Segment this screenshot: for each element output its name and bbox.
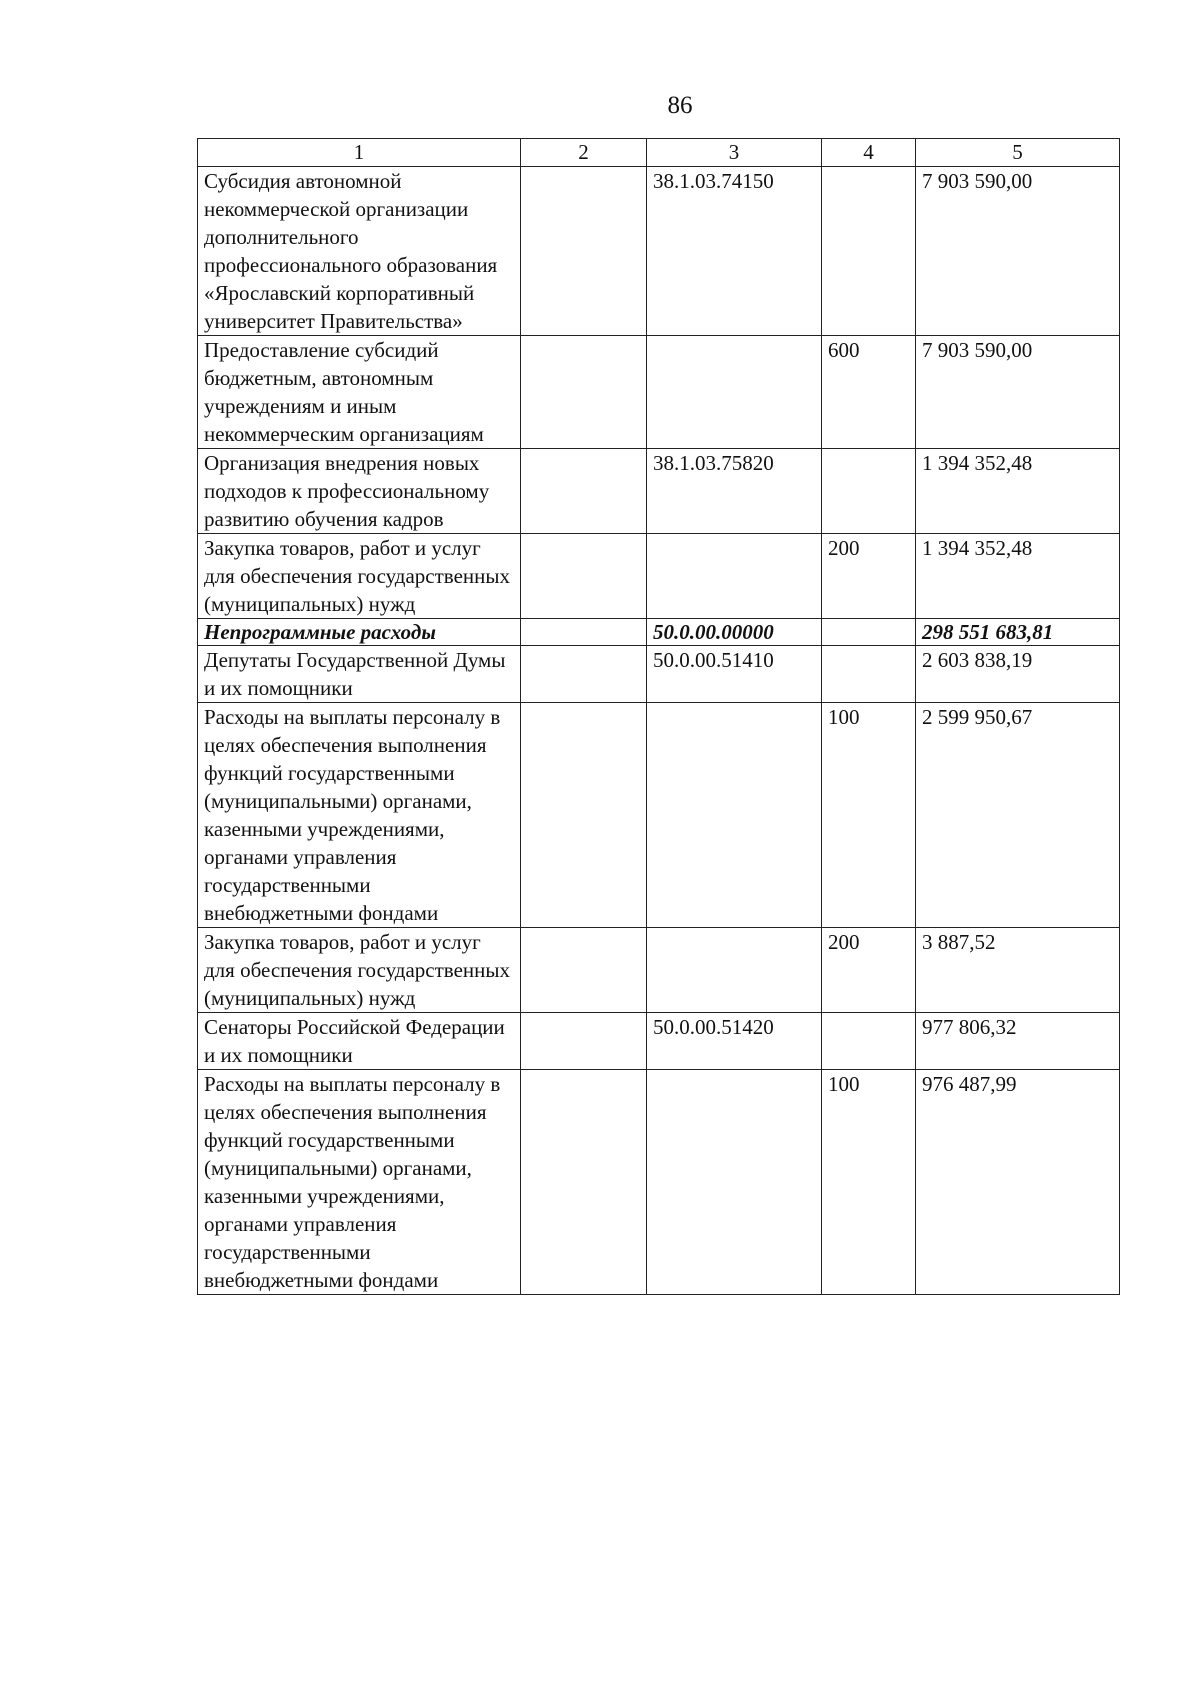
row-column-2 bbox=[521, 534, 647, 619]
row-expense-type bbox=[822, 646, 916, 703]
row-amount: 7 903 590,00 bbox=[916, 336, 1120, 449]
budget-table bbox=[197, 138, 1120, 1295]
row-amount: 2 599 950,67 bbox=[916, 703, 1120, 928]
table-row bbox=[198, 534, 1120, 619]
row-target-code bbox=[647, 703, 822, 928]
row-description: Расходы на выплаты персоналу в целях обеспечения выполнения функций государственными (муниципальными) органами, казенными учреждениями, органами управления государственными внебюджетными фондами bbox=[198, 703, 521, 928]
row-amount: 298 551 683,81 bbox=[916, 619, 1120, 646]
row-description: Расходы на выплаты персоналу в целях обеспечения выполнения функций государственными (муниципальными) органами, казенными учреждениями, органами управления государственными внебюджетными фондами bbox=[198, 1070, 521, 1295]
row-description: Закупка товаров, работ и услуг для обеспечения государственных (муниципальных) нужд bbox=[198, 534, 521, 619]
row-target-code: 50.0.00.51420 bbox=[647, 1013, 822, 1070]
row-column-2 bbox=[521, 1013, 647, 1070]
row-description: Сенаторы Российской Федерации и их помощники bbox=[198, 1013, 521, 1070]
table-body bbox=[198, 167, 1120, 1295]
page-number: 86 bbox=[667, 92, 693, 119]
table-row bbox=[198, 928, 1120, 1013]
row-expense-type: 100 bbox=[822, 1070, 916, 1295]
table-row bbox=[198, 1013, 1120, 1070]
table-row bbox=[198, 703, 1120, 928]
table-row bbox=[198, 167, 1120, 336]
table-row bbox=[198, 619, 1120, 646]
row-expense-type bbox=[822, 619, 916, 646]
row-amount: 3 887,52 bbox=[916, 928, 1120, 1013]
row-expense-type: 100 bbox=[822, 703, 916, 928]
row-expense-type bbox=[822, 167, 916, 336]
row-description: Депутаты Государственной Думы и их помощники bbox=[198, 646, 521, 703]
table-row bbox=[198, 449, 1120, 534]
row-target-code: 38.1.03.74150 bbox=[647, 167, 822, 336]
row-column-2 bbox=[521, 703, 647, 928]
row-description: Предоставление субсидий бюджетным, автономным учреждениям и иным некоммерческим организациям bbox=[198, 336, 521, 449]
row-amount: 2 603 838,19 bbox=[916, 646, 1120, 703]
table-row bbox=[198, 1070, 1120, 1295]
row-column-2 bbox=[521, 619, 647, 646]
row-amount: 1 394 352,48 bbox=[916, 449, 1120, 534]
row-target-code bbox=[647, 928, 822, 1013]
row-description: Закупка товаров, работ и услуг для обеспечения государственных (муниципальных) нужд bbox=[198, 928, 521, 1013]
row-column-2 bbox=[521, 336, 647, 449]
row-expense-type bbox=[822, 449, 916, 534]
row-column-2 bbox=[521, 1070, 647, 1295]
row-description: Организация внедрения новых подходов к профессиональному развитию обучения кадров bbox=[198, 449, 521, 534]
row-description: Непрограммные расходы bbox=[198, 619, 521, 646]
row-description: Субсидия автономной некоммерческой организации дополнительного профессионального образования «Ярославский корпоративный университет Правительства» bbox=[198, 167, 521, 336]
row-expense-type bbox=[822, 1013, 916, 1070]
row-amount: 7 903 590,00 bbox=[916, 167, 1120, 336]
row-target-code: 50.0.00.00000 bbox=[647, 619, 822, 646]
column-header: 4 bbox=[822, 139, 916, 167]
row-target-code bbox=[647, 1070, 822, 1295]
row-column-2 bbox=[521, 928, 647, 1013]
row-target-code bbox=[647, 336, 822, 449]
row-expense-type: 200 bbox=[822, 928, 916, 1013]
table-row bbox=[198, 646, 1120, 703]
column-header: 3 bbox=[647, 139, 822, 167]
row-target-code: 50.0.00.51410 bbox=[647, 646, 822, 703]
row-column-2 bbox=[521, 449, 647, 534]
row-column-2 bbox=[521, 167, 647, 336]
row-expense-type: 600 bbox=[822, 336, 916, 449]
column-header: 1 bbox=[198, 139, 521, 167]
table-header bbox=[198, 139, 1120, 167]
row-column-2 bbox=[521, 646, 647, 703]
row-amount: 1 394 352,48 bbox=[916, 534, 1120, 619]
row-amount: 976 487,99 bbox=[916, 1070, 1120, 1295]
row-target-code: 38.1.03.75820 bbox=[647, 449, 822, 534]
row-expense-type: 200 bbox=[822, 534, 916, 619]
row-amount: 977 806,32 bbox=[916, 1013, 1120, 1070]
table-row bbox=[198, 336, 1120, 449]
column-header: 5 bbox=[916, 139, 1120, 167]
column-header: 2 bbox=[521, 139, 647, 167]
header-row bbox=[198, 139, 1120, 167]
row-target-code bbox=[647, 534, 822, 619]
